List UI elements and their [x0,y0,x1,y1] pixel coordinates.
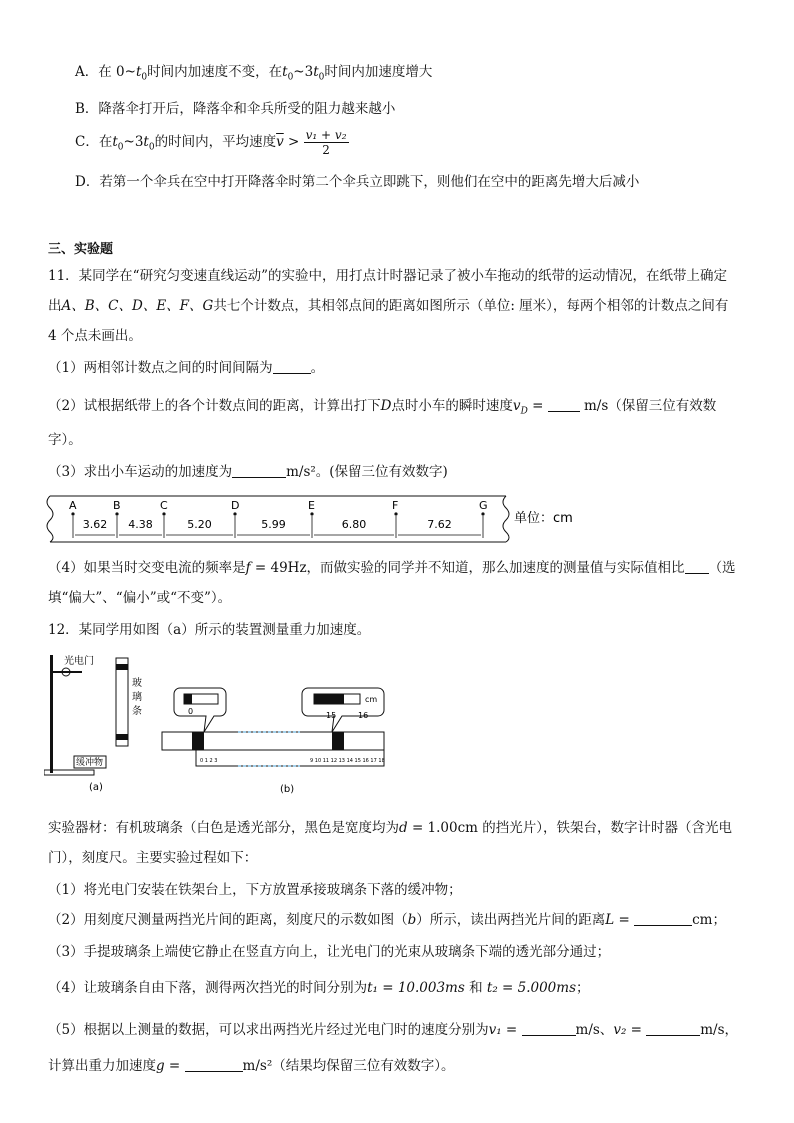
var-t: t [282,64,288,80]
var-v1: v₁ = [488,1022,522,1038]
option-d: D．若第一个伞兵在空中打开降落伞时第二个伞兵立即跳下，则他们在空中的距离先增大后减小 [75,174,640,190]
option-text: ~3 [293,64,314,80]
q11-sub3 [48,460,448,480]
tape-distance-label: 7.62 [427,518,452,531]
glass-strip [116,658,128,746]
q12-step2 [48,908,726,928]
option-text: ~3 [123,134,144,150]
q11-line3: 4 个点未画出。 [48,328,142,344]
tape-distance-label: 3.62 [82,518,108,531]
text: 和 [464,980,487,996]
text: m/s²（结果均保留三位有效数字）。 [242,1058,455,1074]
option-a [75,60,432,83]
q11-sub4 [48,556,736,576]
q11-sub2-cont: 字）。 [48,432,82,448]
option-text: 的时间内，平均速度 [154,134,277,150]
q12-step5 [48,1018,738,1038]
text: ； [576,980,590,996]
fraction [304,128,349,157]
text: ）所示，读出两挡光片间的距离 [416,912,606,928]
q12-title: 12．某同学用如图（a）所示的装置测量重力加速度。 [48,622,371,638]
answer-blank[interactable] [273,361,311,374]
tape-unit: 单位：cm [514,511,573,526]
q12-materials-1 [48,816,732,836]
text: 点时小车的瞬时速度 [391,398,513,414]
tape-point-dot [71,512,74,515]
q11-sub4-cont: 填“偏大”、“偏小”或“不变”）。 [48,590,232,606]
equals: = [614,912,635,928]
subscript: 0 [117,142,124,153]
zoom-15: 15 [326,711,337,720]
tape-point-dot [233,512,236,515]
figure-b-ruler [160,680,390,798]
var-b: b [407,912,417,928]
time1: t₁ = 10.003ms [367,980,465,996]
tape-point-dot [162,512,165,515]
tape-point-dot [481,512,484,515]
q11-line1: 11．某同学在“研究匀变速直线运动”的实验中，用打点计时器记录了被小车拖动的纸带的运动情况，在纸带上确定 [48,268,727,284]
tape-point-label: B [113,499,121,512]
answer-blank[interactable] [185,1059,243,1072]
option-text: 在 0~ [98,64,136,80]
var-d: d [399,820,408,836]
text: （4）如果当时交变电流的频率是 [48,560,246,576]
q12-step3: （3）手提玻璃条上端使它静止在竖直方向上，让光电门的光束从玻璃条下端的透光部分通过； [48,944,611,960]
tape-point-label: F [392,499,399,512]
var-L: L [605,912,615,928]
subscript: D [520,406,528,417]
zoom-zero: 0 [188,707,194,716]
subscript: 0 [141,72,148,83]
point-names: A、B、C、D、E、F、G [61,298,214,314]
option-b: B．降落伞打开后，降落伞和伞兵所受的阻力越来越小 [75,101,396,117]
q12-step4 [48,976,590,996]
tape-distance-label: 6.80 [341,518,367,531]
q12-step5-cont [48,1054,455,1074]
denominator: 2 [322,143,330,157]
numerator: v₁ + v₂ [305,128,347,142]
caption-a: (a) [89,782,103,793]
option-letter: C． [75,134,99,150]
var-t: t [112,134,118,150]
q11-sub2 [48,394,716,417]
buffer-label: 缓冲物 [76,758,104,768]
option-text: 在 [98,134,113,150]
tape-point-dot [115,512,118,515]
var-t: t [135,64,142,80]
var-f: f [245,560,251,576]
answer-blank[interactable] [232,465,286,478]
subscript: 0 [148,142,155,153]
var-g: g = [156,1058,185,1074]
text: 计算出重力加速度 [48,1058,156,1074]
tape-point-label: C [160,499,168,512]
tape-point-label: G [479,499,488,512]
tape-point-label: D [231,499,240,512]
option-text: 时间内加速度增大 [324,64,433,80]
text: 共七个计数点，其相邻点间的距离如图所示（单位: 厘米），每两个相邻的计数点之间有 [213,298,729,314]
zoom-cm: cm [365,695,378,704]
tape-distance-label: 5.99 [261,518,286,531]
ruler-ticks-right: 9 10 11 12 13 14 15 16 17 18 [310,758,385,764]
answer-blank[interactable] [522,1023,576,1036]
var-v: v [512,398,521,414]
var-D: D [380,398,392,414]
tape-point-label: A [69,499,77,512]
text: （4）让玻璃条自由下落，测得两次挡光的时间分别为 [48,980,368,996]
var-t: t [313,64,319,80]
var-t: t [143,134,149,150]
answer-blank[interactable] [634,913,692,926]
answer-blank[interactable] [548,399,580,412]
zoom-16: 16 [358,711,369,720]
ruler-ticks-left: 0 1 2 3 [200,758,218,764]
tape-point-label: E [308,499,315,512]
text: （2）用刻度尺测量两挡光片间的距离，刻度尺的示数如图（ [48,912,408,928]
text: m/s²。(保留三位有效数字) [286,464,448,480]
option-c [75,128,349,157]
subscript: 0 [318,72,325,83]
text: （1）两相邻计数点之间的时间间隔为 [48,360,273,376]
var-v2: v₂ = [613,1022,647,1038]
tape-distance-label: 4.38 [128,518,153,531]
q11-line2 [48,294,728,314]
glass-label: 条 [132,706,142,717]
text: = 1.00cm 的挡光片），铁架台，数字计时器（含光电 [407,820,733,836]
answer-blank[interactable] [646,1023,700,1036]
text: （选 [708,560,736,576]
text: （2）试根据纸带上的各个计数点间的距离，计算出打下 [48,398,381,414]
time2: t₂ = 5.000ms [486,980,576,996]
q12-step1: （1）将光电门安装在铁架台上，下方放置承接玻璃条下落的缓冲物； [48,882,462,898]
text: （5）根据以上测量的数据，可以求出两挡光片经过光电门时的速度分别为 [48,1022,489,1038]
subscript: 0 [287,72,294,83]
text: = 49Hz，而做实验的同学并不知道，那么加速度的测量值与实际值相比 [250,560,685,576]
tape-distance-label: 5.20 [187,518,212,531]
gt-sign: > [283,134,304,150]
text: m/s、 [575,1022,614,1038]
caption-b: (b) [280,784,295,795]
section-title: 三、实验题 [48,242,114,257]
equals: = [527,398,548,414]
option-text: 时间内加速度不变，在 [147,64,283,80]
text: （3）求出小车运动的加速度为 [48,464,233,480]
q12-materials-2: 门），刻度尺。主要实验过程如下： [48,850,258,866]
option-letter: A． [75,64,99,80]
var-vbar: $\overline{v}$ [276,134,284,150]
glass-label: 玻 [132,678,142,689]
q11-sub1 [48,356,324,376]
text: cm； [692,912,726,928]
text: m/s， [700,1022,739,1038]
answer-blank[interactable] [685,561,709,574]
text: 实验器材：有机玻璃条（白色是透光部分，黑色是宽度均为 [48,820,399,836]
figure-a-apparatus [44,650,144,795]
paper-tape-figure [44,490,584,548]
glass-label: 璃 [132,692,142,703]
text: 出 [48,298,62,314]
gate-label: 光电门 [64,656,94,667]
tape-point-dot [310,512,313,515]
text: 。 [310,360,325,376]
tape-point-dot [394,512,397,515]
text: m/s（保留三位有效数 [579,398,717,414]
